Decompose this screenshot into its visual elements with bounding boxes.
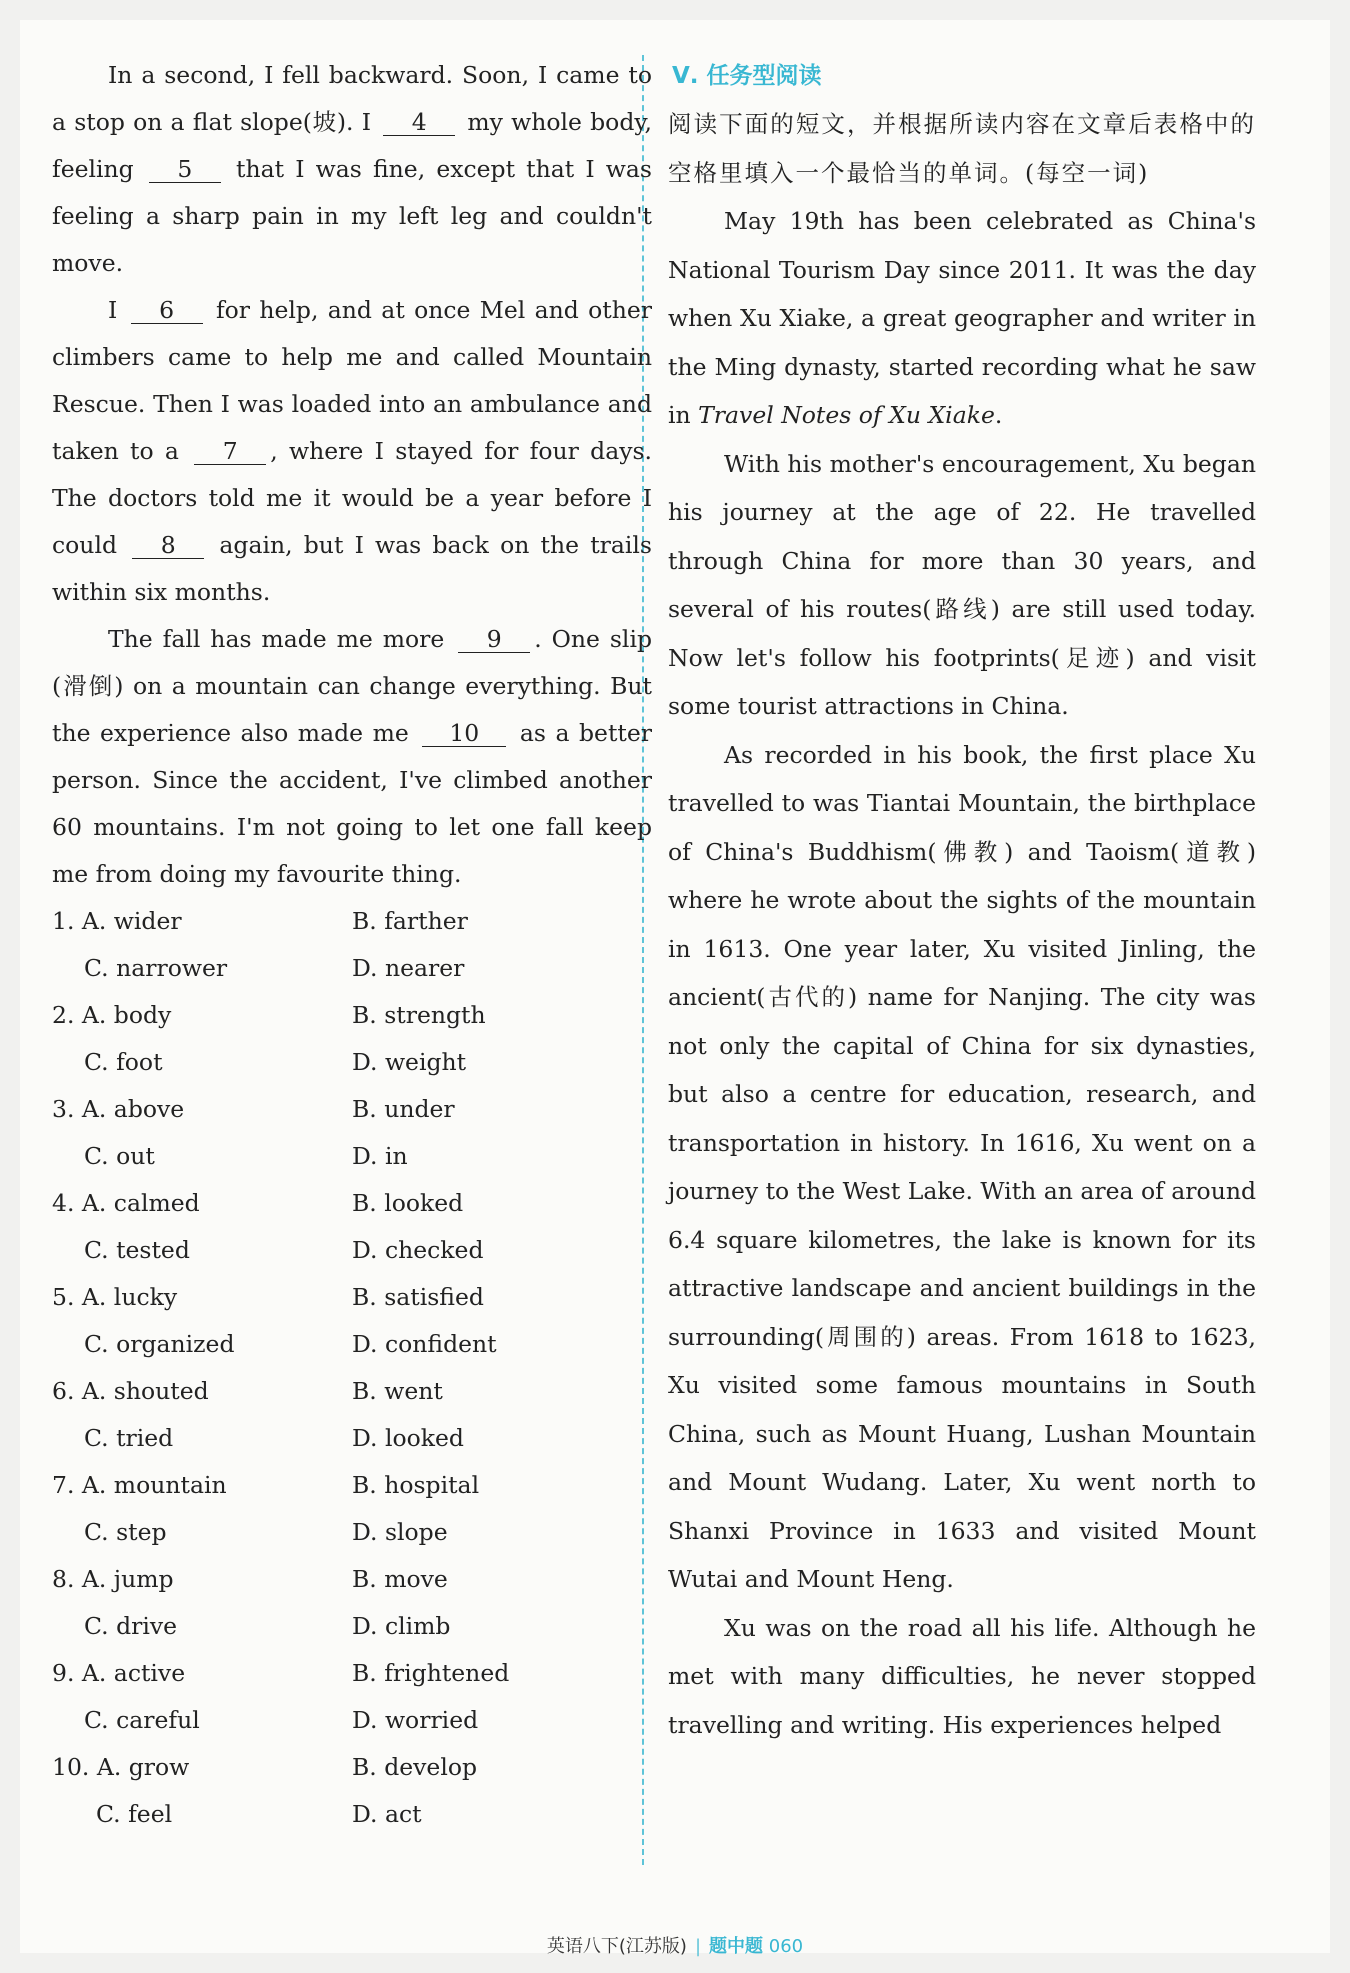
option-row [52, 1133, 652, 1180]
passage-paragraph: Xu was on the road all his life. Although he met with many difficulties, he never stopped travelling and writing. His experiences helped [668, 1613, 1256, 1739]
answer-blank[interactable]: 4 [383, 109, 455, 136]
passage-paragraph: In a second, I fell backward. Soon, I came to a stop on a flat slope(坡). I 4 my whole body, feeling 5 that I was fine, except that I was feeling a sharp pain in my left leg and couldn't move. [52, 61, 653, 277]
page-footer [0, 1932, 1350, 1958]
option-row [52, 898, 652, 945]
option[interactable]: D. in [352, 1142, 408, 1170]
option-row [52, 945, 652, 992]
option[interactable]: 1. A. wider [52, 907, 182, 935]
option[interactable]: 4. A. calmed [52, 1189, 200, 1217]
option-row [52, 1039, 652, 1086]
section-title: Ⅴ. 任务型阅读 [672, 63, 822, 89]
option[interactable]: C. tried [84, 1424, 174, 1452]
option-row [52, 1744, 652, 1791]
option-row [52, 1321, 652, 1368]
footer-separator: | [694, 1936, 702, 1957]
option[interactable]: 5. A. lucky [52, 1283, 178, 1311]
option[interactable]: C. tested [84, 1236, 190, 1264]
option[interactable]: C. drive [84, 1612, 178, 1640]
option[interactable]: D. climb [352, 1612, 451, 1640]
brand-label: 题中题 [709, 1936, 764, 1957]
option[interactable]: B. went [352, 1377, 443, 1405]
option[interactable]: D. checked [352, 1236, 484, 1264]
option[interactable]: C. careful [84, 1706, 200, 1734]
option[interactable]: C. narrower [84, 954, 228, 982]
option-row [52, 1603, 652, 1650]
option[interactable]: 7. A. mountain [52, 1471, 227, 1499]
option-row [52, 1650, 652, 1697]
option[interactable]: C. feel [96, 1800, 173, 1828]
option[interactable]: 2. A. body [52, 1001, 172, 1029]
option[interactable]: 3. A. above [52, 1095, 185, 1123]
option[interactable]: B. hospital [352, 1471, 480, 1499]
option[interactable]: C. step [84, 1518, 167, 1546]
option-row [52, 1368, 652, 1415]
option-row [52, 1462, 652, 1509]
option[interactable]: B. develop [352, 1753, 478, 1781]
option[interactable]: B. strength [352, 1001, 486, 1029]
passage-paragraph: With his mother's encouragement, Xu began his journey at the age of 22. He travelled through China for more than 30 years, and several of his routes(路线) are still used today. Now let's follow his footprints(足迹) and visit some tourist attractions in China. [668, 449, 1256, 720]
option[interactable]: B. farther [352, 907, 468, 935]
answer-blank[interactable]: 5 [149, 156, 221, 183]
answer-blank[interactable]: 7 [194, 438, 266, 465]
answer-blank[interactable]: 9 [458, 626, 530, 653]
option[interactable]: B. looked [352, 1189, 464, 1217]
option-row [52, 1180, 652, 1227]
options-list [52, 898, 652, 1838]
instruction: 阅读下面的短文，并根据所读内容在文章后表格中的空格里填入一个最恰当的单词。(每空一词) [668, 110, 1256, 187]
option[interactable]: 9. A. active [52, 1659, 186, 1687]
option[interactable]: D. weight [352, 1048, 467, 1076]
option[interactable]: 6. A. shouted [52, 1377, 209, 1405]
option[interactable]: C. out [84, 1142, 155, 1170]
passage-paragraph: As recorded in his book, the first place Xu travelled to was Tiantai Mountain, the birthplace of China's Buddhism(佛教) and Taoism(道教) where he wrote about the sights of the mountain in 1613. One year later, Xu visited Jinling, the ancient(古代的) name for Nanjing. The city was not only the capital of China for six dynasties, but also a centre for education, research, and transportation in history. In 1616, Xu went on a journey to the West Lake. With an area of around 6.4 square kilometres, the lake is known for its attractive landscape and ancient buildings in the surrounding(周围的) areas. From 1618 to 1623, Xu visited some famous mountains in South China, such as Mount Huang, Lushan Mountain and Mount Wudang. Later, Xu went north to Shanxi Province in 1633 and visited Mount Wutai and Mount Heng. [668, 740, 1257, 1593]
passage-paragraph: The fall has made me more 9 . One slip (滑倒) on a mountain can change everything. But the experience also made me 10 as a better person. Since the accident, I've climbed another 60 mountains. I'm not going to let one fall keep me from doing my favourite thing. [52, 625, 652, 888]
option[interactable]: B. under [352, 1095, 455, 1123]
option-row [52, 1791, 652, 1838]
option[interactable]: B. satisfied [352, 1283, 484, 1311]
answer-blank[interactable]: 6 [131, 297, 203, 324]
option[interactable]: D. act [352, 1800, 422, 1828]
option-row [52, 1227, 652, 1274]
answer-blank[interactable]: 8 [132, 532, 204, 559]
option-row [52, 1415, 652, 1462]
option[interactable]: B. frightened [352, 1659, 510, 1687]
page-number: 060 [768, 1936, 804, 1957]
left-column [52, 52, 652, 1838]
book-title: Travel Notes of Xu Xiake [698, 401, 995, 429]
option[interactable]: B. move [352, 1565, 448, 1593]
option[interactable]: C. organized [84, 1330, 235, 1358]
option-row [52, 1556, 652, 1603]
passage-paragraph: I 6 for help, and at once Mel and other climbers came to help me and called Mountain Rescue. Then I was loaded into an ambulance and taken to a 7 , where I stayed for four days. The doctors told me it would be a year before I could 8 again, but I was back on the trails within six months. [52, 296, 653, 606]
passage-paragraph: May 19th has been celebrated as China's National Tourism Day since 2011. It was the day when Xu Xiake, a great geographer and writer in the Ming dynasty, started recording what he saw in Travel Notes of Xu Xiake. [668, 207, 1256, 429]
option[interactable]: D. confident [352, 1330, 497, 1358]
option[interactable]: D. nearer [352, 954, 465, 982]
right-column [668, 52, 1256, 1749]
option-row [52, 992, 652, 1039]
option-row [52, 1697, 652, 1744]
option[interactable]: C. foot [84, 1048, 163, 1076]
option[interactable]: D. looked [352, 1424, 464, 1452]
option[interactable]: D. slope [352, 1518, 448, 1546]
option[interactable]: D. worried [352, 1706, 479, 1734]
option[interactable]: 10. A. grow [52, 1753, 190, 1781]
option[interactable]: 8. A. jump [52, 1565, 174, 1593]
option-row [52, 1274, 652, 1321]
book-label: 英语八下(江苏版) [546, 1936, 687, 1957]
option-row [52, 1509, 652, 1556]
option-row [52, 1086, 652, 1133]
answer-blank[interactable]: 10 [422, 720, 506, 747]
